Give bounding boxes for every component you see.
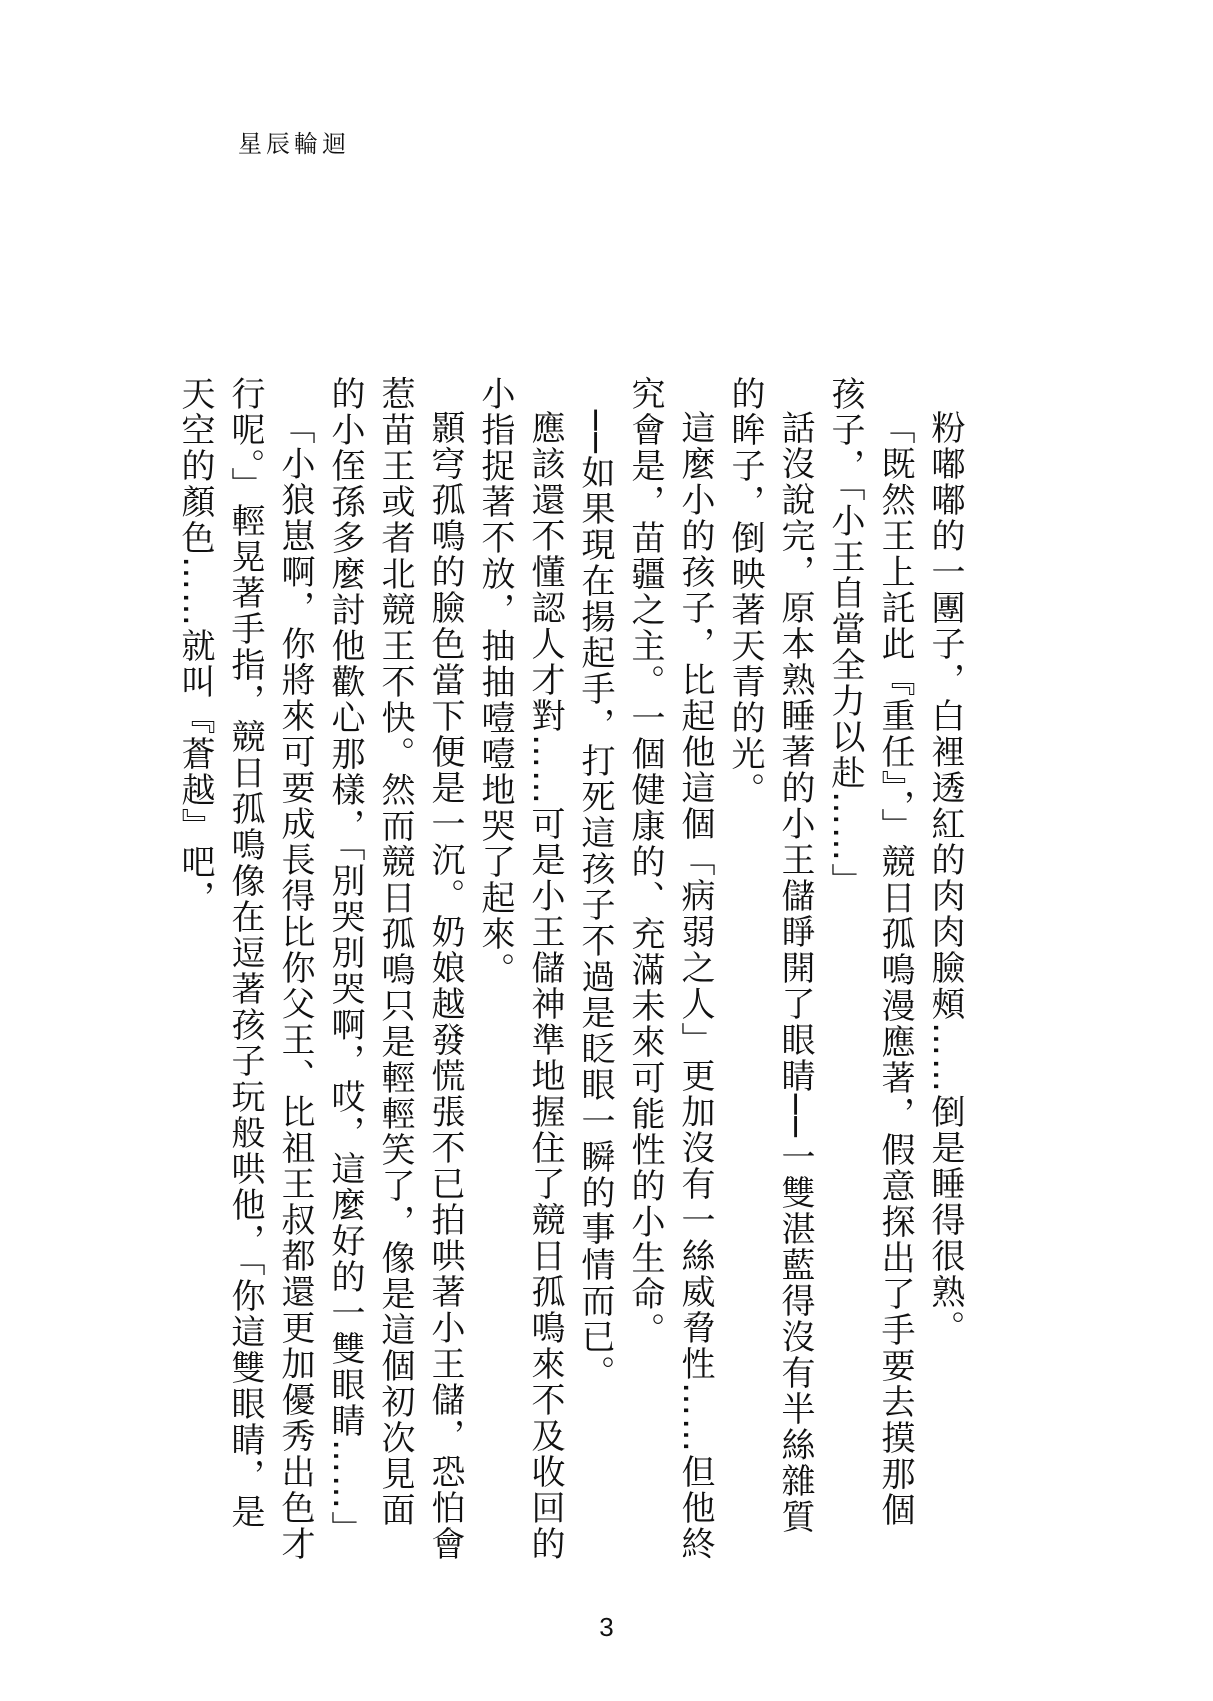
- paragraph-4: 這麼小的孩子，比起他這個「病弱之人」更加沒有一絲威脅性……但他終究會是，苗疆之主。一個健康的、充滿未來可能性的小生命。: [625, 376, 715, 1562]
- page-number: 3: [599, 1612, 614, 1642]
- vertical-text-body: [175, 376, 970, 1562]
- running-header-title: 星辰輪迴: [238, 130, 350, 158]
- paragraph-1: 粉嘟嘟的一團子，白裡透紅的肉肉臉頰……倒是睡得很熟。: [925, 410, 965, 1346]
- paragraph-3: 話沒說完，原本熟睡著的小王儲睜開了眼睛──一雙湛藍得沒有半絲雜質的眸子，倒映著天青的光。: [725, 376, 815, 1535]
- paragraph-6: 應該還不懂認人才對……可是小王儲神準地握住了競日孤鳴來不及收回的小指捉著不放，抽抽噎噎地哭了起來。: [475, 376, 565, 1562]
- paragraph-5: ──如果現在揚起手，打死這孩子不過是眨眼一瞬的事情而已。: [575, 410, 615, 1391]
- paragraph-7: 顥穹孤鳴的臉色當下便是一沉。奶娘越發慌張不已拍哄著小王儲，恐怕會惹苗王或者北競王不快。然而競日孤鳴只是輕輕笑了，像是這個初次見面的小侄孫多麼討他歡心那樣，「別哭別哭啊，哎，這麼好的一雙眼睛……」: [325, 376, 465, 1562]
- paragraph-8: 「小狼崽啊，你將來可要成長得比你父王、比祖王叔都還更加優秀出色才行呢。」輕晃著手指，競日孤鳴像在逗著孩子玩般哄他，「你這雙眼睛，是天空的顏色……就叫『蒼越』吧，: [175, 376, 315, 1562]
- paragraph-2: 「既然王上託此『重任』，」競日孤鳴漫應著，假意探出了手要去摸那個孩子，「小王自當全力以赴……」: [825, 376, 915, 1528]
